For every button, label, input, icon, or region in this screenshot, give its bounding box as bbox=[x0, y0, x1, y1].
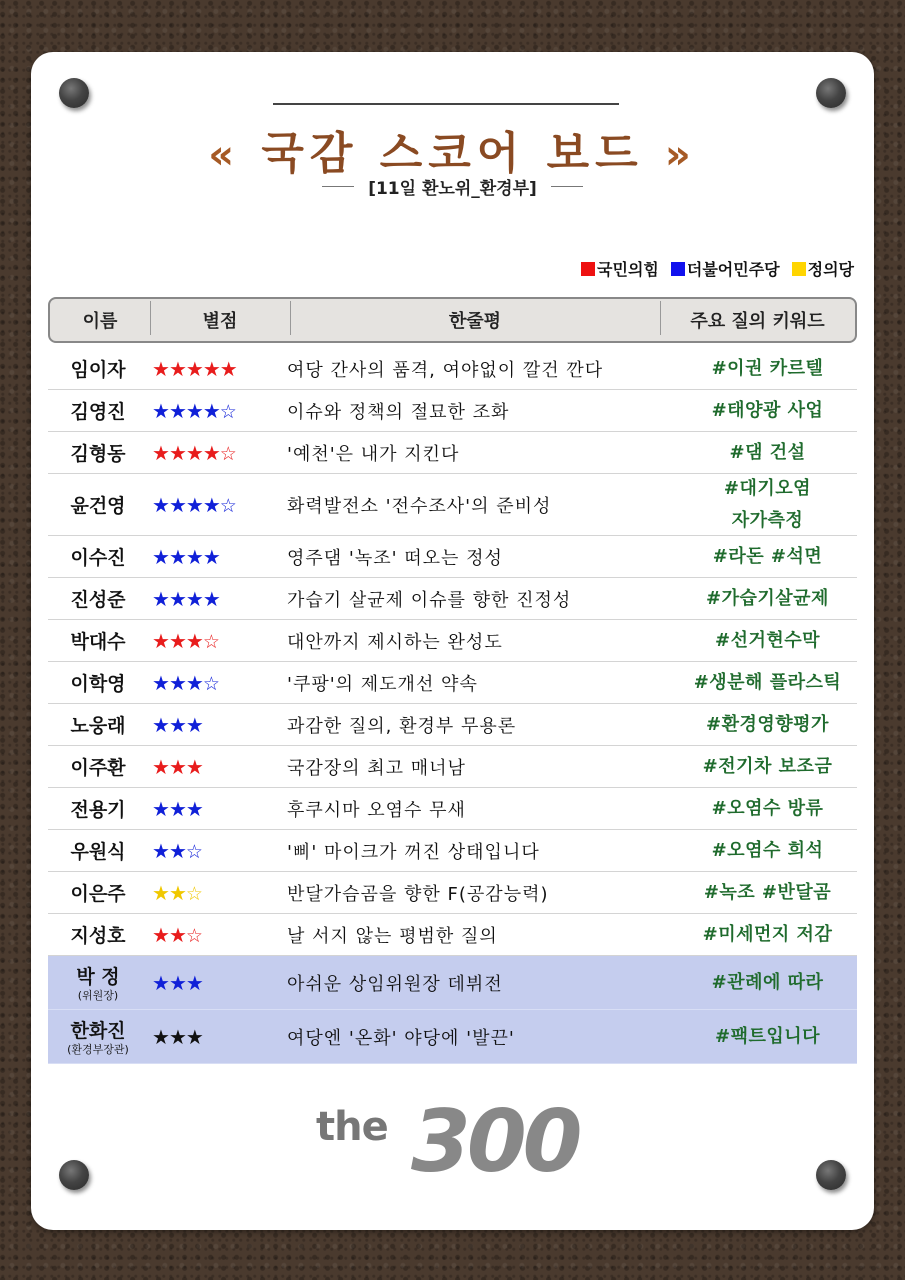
star-filled-icon: ★ bbox=[202, 544, 220, 569]
member-name bbox=[48, 1016, 148, 1057]
table-row bbox=[48, 956, 857, 1010]
legend-label: 국민의힘 bbox=[597, 260, 659, 279]
member-name bbox=[48, 439, 148, 466]
table-row bbox=[48, 746, 857, 788]
one-line-review: 날 서지 않는 평범한 질의 bbox=[287, 925, 498, 947]
star-filled-icon: ★ bbox=[152, 712, 169, 737]
pin-icon bbox=[816, 78, 846, 108]
member-name bbox=[48, 627, 148, 654]
star-filled-icon: ★ bbox=[152, 670, 169, 695]
table-row bbox=[48, 830, 857, 872]
member-name bbox=[48, 879, 148, 906]
legend-item bbox=[581, 257, 659, 280]
member-name bbox=[48, 921, 148, 948]
one-line-review: 화력발전소 '전수조사'의 준비성 bbox=[287, 495, 552, 517]
table-row bbox=[48, 704, 857, 746]
member-name bbox=[48, 491, 148, 518]
one-line-review: 가습기 살균제 이슈를 향한 진정성 bbox=[287, 589, 572, 611]
star-rating bbox=[148, 671, 283, 695]
pin-icon bbox=[59, 78, 89, 108]
chevron-left-icon: « bbox=[208, 132, 241, 178]
table-row bbox=[48, 1010, 857, 1064]
one-line-review: '쿠팡'의 제도개선 약속 bbox=[287, 673, 478, 695]
member-name bbox=[48, 711, 148, 738]
member-name-text: 김영진 bbox=[70, 401, 126, 423]
table-row bbox=[48, 390, 857, 432]
star-filled-icon: ★ bbox=[168, 492, 186, 517]
question-keyword: #생분해 플라스틱 bbox=[693, 671, 842, 693]
star-rating bbox=[148, 587, 283, 611]
star-rating bbox=[148, 629, 283, 653]
question-keyword: #환경영향평가 bbox=[706, 713, 829, 735]
pin-icon bbox=[59, 1160, 89, 1190]
star-filled-icon: ★ bbox=[168, 544, 186, 569]
star-filled-icon: ★ bbox=[202, 440, 220, 465]
star-filled-icon: ★ bbox=[185, 356, 203, 381]
one-line-review: 아쉬운 상임위원장 데뷔전 bbox=[287, 973, 503, 995]
star-filled-icon: ★ bbox=[152, 922, 169, 947]
star-filled-icon: ★ bbox=[185, 796, 203, 821]
member-name bbox=[48, 543, 148, 570]
star-filled-icon: ★ bbox=[168, 838, 186, 863]
legend-item bbox=[671, 257, 780, 280]
title-text: 국감 스코어 보드 bbox=[261, 128, 644, 179]
star-rating bbox=[148, 545, 283, 569]
star-empty-icon: ☆ bbox=[185, 840, 202, 863]
question-keyword: #댐 건설 bbox=[729, 441, 806, 463]
star-filled-icon: ★ bbox=[202, 356, 220, 381]
table-row bbox=[48, 620, 857, 662]
star-rating bbox=[148, 971, 283, 995]
star-filled-icon: ★ bbox=[152, 586, 169, 611]
star-filled-icon: ★ bbox=[168, 712, 186, 737]
star-filled-icon: ★ bbox=[168, 796, 186, 821]
star-filled-icon: ★ bbox=[185, 1024, 203, 1049]
legend-label: 정의당 bbox=[807, 260, 854, 279]
one-line-review: 대안까지 제시하는 완성도 bbox=[287, 631, 503, 653]
star-filled-icon: ★ bbox=[185, 754, 203, 779]
member-role: (위원장) bbox=[77, 989, 119, 1002]
star-filled-icon: ★ bbox=[168, 398, 186, 423]
question-keyword: #전기차 보조금 bbox=[702, 755, 833, 777]
star-rating bbox=[148, 1025, 283, 1049]
logo-prefix: the bbox=[316, 1104, 388, 1150]
member-name-text: 이주환 bbox=[70, 757, 126, 779]
one-line-review: 과감한 질의, 환경부 무용론 bbox=[287, 715, 517, 737]
subtitle: [11일 환노위_환경부] bbox=[368, 179, 537, 199]
legend-swatch bbox=[792, 262, 806, 276]
star-rating bbox=[148, 357, 283, 381]
star-filled-icon: ★ bbox=[152, 970, 169, 995]
star-empty-icon: ☆ bbox=[202, 672, 219, 695]
member-name-text: 윤건영 bbox=[70, 495, 126, 517]
member-name bbox=[48, 669, 148, 696]
star-filled-icon: ★ bbox=[185, 398, 203, 423]
subtitle-row bbox=[31, 174, 874, 199]
table-header bbox=[48, 297, 857, 343]
member-name-text: 지성호 bbox=[70, 925, 126, 947]
table-row bbox=[48, 578, 857, 620]
star-filled-icon: ★ bbox=[152, 838, 169, 863]
table-row bbox=[48, 432, 857, 474]
star-filled-icon: ★ bbox=[185, 670, 203, 695]
member-name bbox=[48, 837, 148, 864]
member-name bbox=[48, 962, 148, 1003]
star-filled-icon: ★ bbox=[168, 670, 186, 695]
star-rating bbox=[148, 923, 283, 947]
member-name-text: 박 정 bbox=[76, 966, 120, 988]
pin-icon bbox=[816, 1160, 846, 1190]
question-keyword: #라돈 #석면 bbox=[712, 545, 823, 567]
star-rating bbox=[148, 713, 283, 737]
header-name: 이름 bbox=[82, 311, 118, 332]
member-name-text: 이학영 bbox=[70, 673, 126, 695]
member-name bbox=[48, 355, 148, 382]
star-rating bbox=[148, 755, 283, 779]
one-line-review: 이슈와 정책의 절묘한 조화 bbox=[287, 401, 510, 423]
member-name bbox=[48, 753, 148, 780]
question-keyword: #오염수 희석 bbox=[711, 839, 824, 861]
divider bbox=[551, 186, 583, 187]
member-role: (환경부장관) bbox=[67, 1043, 129, 1056]
star-empty-icon: ☆ bbox=[219, 400, 236, 423]
divider bbox=[322, 186, 354, 187]
star-rating bbox=[148, 441, 283, 465]
question-keyword: #이권 카르텔 bbox=[711, 357, 824, 379]
party-legend bbox=[581, 257, 854, 280]
logo-number: 300 bbox=[411, 1092, 579, 1192]
member-name-text: 전용기 bbox=[70, 799, 126, 821]
table-row bbox=[48, 872, 857, 914]
star-filled-icon: ★ bbox=[152, 796, 169, 821]
star-empty-icon: ☆ bbox=[202, 630, 219, 653]
star-filled-icon: ★ bbox=[152, 356, 169, 381]
star-filled-icon: ★ bbox=[202, 398, 220, 423]
one-line-review: '예천'은 내가 지킨다 bbox=[287, 443, 460, 465]
one-line-review: '삐' 마이크가 꺼진 상태입니다 bbox=[287, 841, 540, 863]
member-name bbox=[48, 397, 148, 424]
star-filled-icon: ★ bbox=[168, 628, 186, 653]
member-name bbox=[48, 585, 148, 612]
member-name-text: 박대수 bbox=[70, 631, 126, 653]
one-line-review: 반달가슴곰을 향한 F(공감능력) bbox=[287, 883, 549, 905]
table-row bbox=[48, 662, 857, 704]
question-keyword: #선거현수막 bbox=[714, 629, 821, 651]
member-name-text: 한화진 bbox=[70, 1020, 126, 1042]
star-empty-icon: ☆ bbox=[185, 882, 202, 905]
star-filled-icon: ★ bbox=[152, 398, 169, 423]
table-row bbox=[48, 474, 857, 536]
star-filled-icon: ★ bbox=[185, 492, 203, 517]
star-filled-icon: ★ bbox=[168, 754, 186, 779]
star-filled-icon: ★ bbox=[168, 1024, 186, 1049]
table-row bbox=[48, 914, 857, 956]
star-filled-icon: ★ bbox=[185, 544, 203, 569]
question-keyword: #관례에 따라 bbox=[711, 971, 824, 993]
star-filled-icon: ★ bbox=[185, 712, 203, 737]
header-keyword: 주요 질의 키워드 bbox=[660, 307, 855, 333]
question-keyword: #대기오염 자가측정 bbox=[723, 478, 812, 531]
member-name bbox=[48, 795, 148, 822]
star-filled-icon: ★ bbox=[168, 970, 186, 995]
star-filled-icon: ★ bbox=[202, 492, 220, 517]
star-filled-icon: ★ bbox=[168, 356, 186, 381]
legend-item bbox=[792, 257, 854, 280]
table-row bbox=[48, 536, 857, 578]
star-filled-icon: ★ bbox=[168, 922, 186, 947]
question-keyword: #가습기살균제 bbox=[706, 587, 829, 609]
star-empty-icon: ☆ bbox=[219, 494, 236, 517]
member-name-text: 이은주 bbox=[70, 883, 126, 905]
star-filled-icon: ★ bbox=[152, 628, 169, 653]
star-rating bbox=[148, 881, 283, 905]
star-rating bbox=[148, 493, 283, 517]
header-comment: 한줄평 bbox=[290, 307, 660, 333]
star-filled-icon: ★ bbox=[152, 880, 169, 905]
star-empty-icon: ☆ bbox=[185, 924, 202, 947]
one-line-review: 후쿠시마 오염수 무새 bbox=[287, 799, 466, 821]
member-name-text: 임이자 bbox=[70, 359, 126, 381]
title-rule bbox=[273, 103, 619, 105]
member-name-text: 김형동 bbox=[70, 443, 126, 465]
member-name-text: 진성준 bbox=[70, 589, 126, 611]
legend-label: 더불어민주당 bbox=[686, 260, 780, 279]
question-keyword: #태양광 사업 bbox=[711, 399, 824, 421]
star-filled-icon: ★ bbox=[152, 492, 169, 517]
star-filled-icon: ★ bbox=[168, 586, 186, 611]
star-filled-icon: ★ bbox=[152, 1024, 169, 1049]
legend-swatch bbox=[671, 262, 685, 276]
page-title bbox=[31, 117, 874, 181]
question-keyword: #미세먼지 저감 bbox=[702, 923, 833, 945]
star-filled-icon: ★ bbox=[152, 440, 169, 465]
star-filled-icon: ★ bbox=[185, 440, 203, 465]
one-line-review: 여당엔 '온화' 야당에 '발끈' bbox=[287, 1027, 515, 1049]
star-filled-icon: ★ bbox=[185, 628, 203, 653]
table-row bbox=[48, 788, 857, 830]
star-filled-icon: ★ bbox=[168, 880, 186, 905]
member-name-text: 우원식 bbox=[70, 841, 126, 863]
star-empty-icon: ☆ bbox=[219, 442, 236, 465]
score-table bbox=[48, 348, 857, 1064]
the300-logo bbox=[316, 1092, 586, 1202]
star-rating bbox=[148, 399, 283, 423]
question-keyword: #오염수 방류 bbox=[711, 797, 824, 819]
star-rating bbox=[148, 797, 283, 821]
star-filled-icon: ★ bbox=[152, 754, 169, 779]
one-line-review: 여당 간사의 품격, 여야없이 깔건 깐다 bbox=[287, 359, 604, 381]
one-line-review: 영주댐 '녹조' 떠오는 정성 bbox=[287, 547, 503, 569]
table-row bbox=[48, 348, 857, 390]
member-name-text: 이수진 bbox=[70, 547, 126, 569]
star-rating bbox=[148, 839, 283, 863]
star-filled-icon: ★ bbox=[168, 440, 186, 465]
question-keyword: #녹조 #반달곰 bbox=[703, 881, 832, 903]
star-filled-icon: ★ bbox=[185, 586, 203, 611]
member-name-text: 노웅래 bbox=[70, 715, 126, 737]
star-filled-icon: ★ bbox=[219, 356, 237, 381]
legend-swatch bbox=[581, 262, 595, 276]
star-filled-icon: ★ bbox=[185, 970, 203, 995]
one-line-review: 국감장의 최고 매너남 bbox=[287, 757, 466, 779]
header-stars: 별점 bbox=[150, 307, 290, 333]
chevron-right-icon: » bbox=[664, 132, 697, 178]
star-filled-icon: ★ bbox=[202, 586, 220, 611]
star-filled-icon: ★ bbox=[152, 544, 169, 569]
question-keyword: #팩트입니다 bbox=[714, 1025, 821, 1047]
scoreboard-panel bbox=[31, 52, 874, 1230]
